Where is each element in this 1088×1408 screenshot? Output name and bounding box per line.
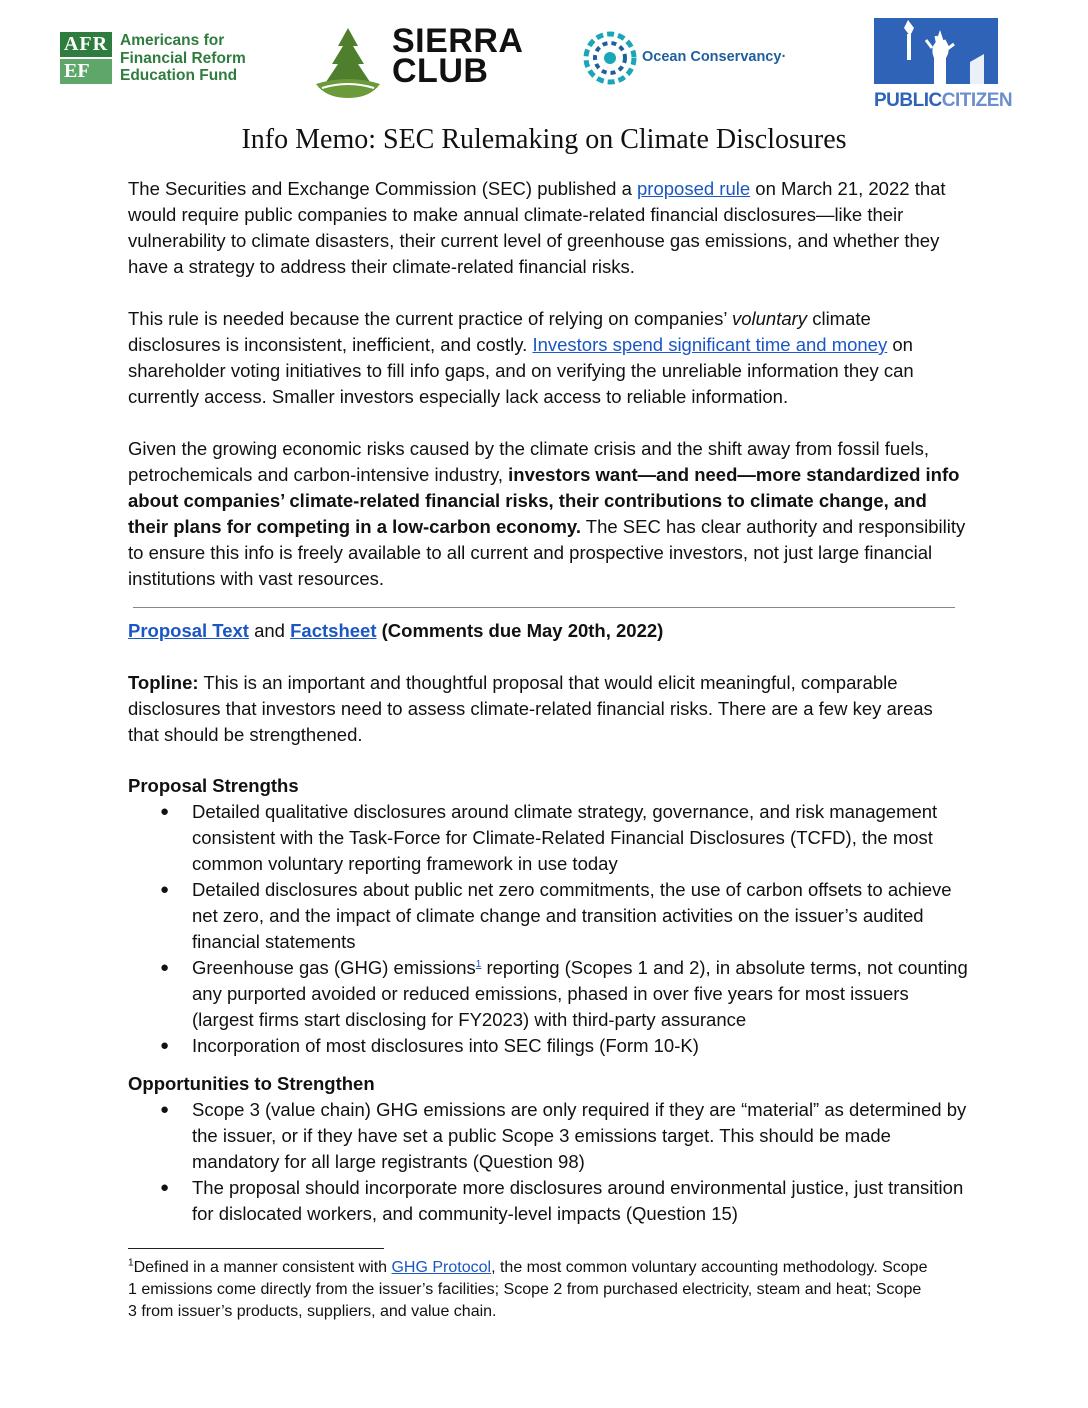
opportunity-text: Scope 3 (value chain) GHG emissions are only required if they are “material” as determined by the issuer, or if they have set a public Scope 3 emissions target. This should be made mandatory for all large registrants (Question 98) [192, 1099, 967, 1172]
sierra-club-logo [312, 22, 524, 100]
afr-wordmark [120, 32, 246, 85]
ghg-text-2: reporting (Scopes 1 and 2), in absolute terms, not counting any purported avoided or reduced emissions, phased in over five years for most issuers (largest firms start disclosing for FY2023) with third-party assurance [192, 957, 968, 1030]
footnote-ref-link[interactable]: 1 [475, 958, 482, 970]
proposal-links-line [128, 618, 968, 644]
section-divider [133, 607, 955, 608]
opportunity-text: The proposal should incorporate more disclosures around environmental justice, just transition for dislocated workers, and community-level impacts (Question 15) [192, 1177, 964, 1224]
bullet-icon: ● [160, 1101, 170, 1118]
bullet-icon: ● [160, 959, 170, 976]
footnote-text: Defined in a manner consistent with [133, 1259, 392, 1276]
comments-due-note: (Comments due May 20th, 2022) [376, 620, 664, 641]
footnote-number: 1 [128, 1257, 134, 1269]
list-item [128, 877, 968, 955]
intro-p1-text-2: on March 21, 2022 that would require public companies to make annual climate-related financial disclosures—like their vulnerability to climate disasters, their current level of greenhouse gas emissions, and whether they have a strategy to address their climate-related financial risks. [128, 178, 946, 277]
ocean-mark: · [781, 49, 787, 65]
intro-p3-text: Given the growing economic risks caused by the climate crisis and the shift away from fossil fuels, petrochemicals and carbon-intensive industry, [128, 438, 929, 485]
proposal-text-link[interactable]: Proposal Text [128, 620, 249, 641]
list-item [128, 1097, 968, 1175]
topline-paragraph [128, 670, 968, 748]
sierra-line-1: SIERRA [392, 22, 524, 60]
footnote-divider [128, 1248, 384, 1249]
pc-part1: PUBLIC [874, 90, 942, 111]
intro-p2-text-2: climate disclosures is inconsistent, inefficient, and costly. [128, 308, 871, 355]
intro-paragraph-2 [128, 306, 968, 410]
afr-mark [60, 32, 112, 84]
intro-paragraph-1 [128, 176, 968, 280]
links-and: and [248, 620, 291, 641]
list-item [128, 799, 968, 877]
afr-line-3: Education Fund [120, 67, 238, 84]
ocean-conservancy-logo [582, 28, 812, 88]
strengths-heading: Proposal Strengths [128, 775, 299, 796]
sierra-wordmark [392, 22, 524, 90]
strength-text: Detailed disclosures about public net zero commitments, the use of carbon offsets to achieve net zero, and the impact of climate change and transition activities on the issuer’s audited financial statements [192, 879, 952, 952]
bullet-icon: ● [160, 1179, 170, 1196]
afr-mark-top: AFR [60, 32, 112, 57]
public-citizen-wordmark [874, 90, 1013, 112]
intro-p2-text: This rule is needed because the current practice of relying on companies’ [128, 308, 732, 329]
strength-text: Detailed qualitative disclosures around climate strategy, governance, and risk management consistent with the Task-Force for Climate-Related Financial Disclosures (TCFD), the most common voluntary reporting framework in use today [192, 801, 938, 874]
partner-logos [0, 16, 1088, 116]
ocean-name: Ocean Conservancy [642, 49, 782, 65]
topline-text: This is an important and thoughtful proposal that would elicit meaningful, comparable disclosures that investors need to assess climate-related financial risks. There are a few key areas that should be strengthened. [128, 672, 933, 745]
opportunities-heading: Opportunities to Strengthen [128, 1073, 375, 1094]
afr-mark-bottom: EF [60, 59, 112, 84]
intro-paragraph-3 [128, 436, 968, 592]
intro-p1-text: The Securities and Exchange Commission (SEC) published a [128, 178, 637, 199]
bullet-icon: ● [160, 881, 170, 898]
list-item [128, 1033, 968, 1059]
ghg-protocol-link[interactable]: GHG Protocol [391, 1259, 492, 1276]
opportunities-list [128, 1097, 968, 1227]
voluntary-emphasis: voluntary [731, 308, 808, 329]
ocean-wordmark [642, 49, 786, 65]
strengths-list [128, 799, 968, 1059]
pc-part2: CITIZEN [941, 90, 1013, 111]
strength-text: Incorporation of most disclosures into SEC filings (Form 10-K) [192, 1035, 699, 1056]
afr-logo [60, 32, 265, 88]
intro-p3-text-2: The SEC has clear authority and responsibility to ensure this info is freely available to all current and prospective investors, not just large financial institutions with vast resources. [128, 516, 966, 589]
topline-label: Topline: [128, 672, 199, 693]
intro-p3-bold: investors want—and need—more standardized info about companies’ climate-related financial risks, their contributions to climate change, and their plans for competing in a low-carbon economy. [128, 464, 960, 537]
footnote [128, 1257, 928, 1323]
intro-p2-text-3: on shareholder voting initiatives to fill info gaps, and on verifying the unreliable information they can currently access. Smaller investors especially lack access to reliable information. [128, 334, 914, 407]
sierra-line-2: CLUB [392, 52, 489, 90]
afr-line-2: Financial Reform [120, 49, 246, 67]
public-citizen-logo [874, 18, 1013, 114]
proposed-rule-link[interactable]: proposed rule [637, 178, 751, 199]
list-item [128, 1175, 968, 1227]
footnote-text-2: , the most common voluntary accounting methodology. Scope 1 emissions come directly from the issuer’s facilities; Scope 2 from purchased electricity, steam and heat; Scope 3 from issuer’s products, suppliers, and value chain. [128, 1259, 928, 1320]
liberty-icon [874, 18, 998, 84]
sierra-tree-icon [312, 24, 384, 100]
factsheet-link[interactable]: Factsheet [290, 620, 377, 641]
ocean-wave-icon [582, 28, 638, 88]
afr-line-1: Americans for [120, 32, 225, 49]
bullet-icon: ● [160, 803, 170, 820]
ghg-text: Greenhouse gas (GHG) emissions [192, 957, 476, 978]
bullet-icon: ● [160, 1037, 170, 1054]
page-title: Info Memo: SEC Rulemaking on Climate Disclosures [241, 124, 847, 155]
list-item [128, 955, 968, 1033]
investors-cost-link[interactable]: Investors spend significant time and money [532, 334, 888, 355]
